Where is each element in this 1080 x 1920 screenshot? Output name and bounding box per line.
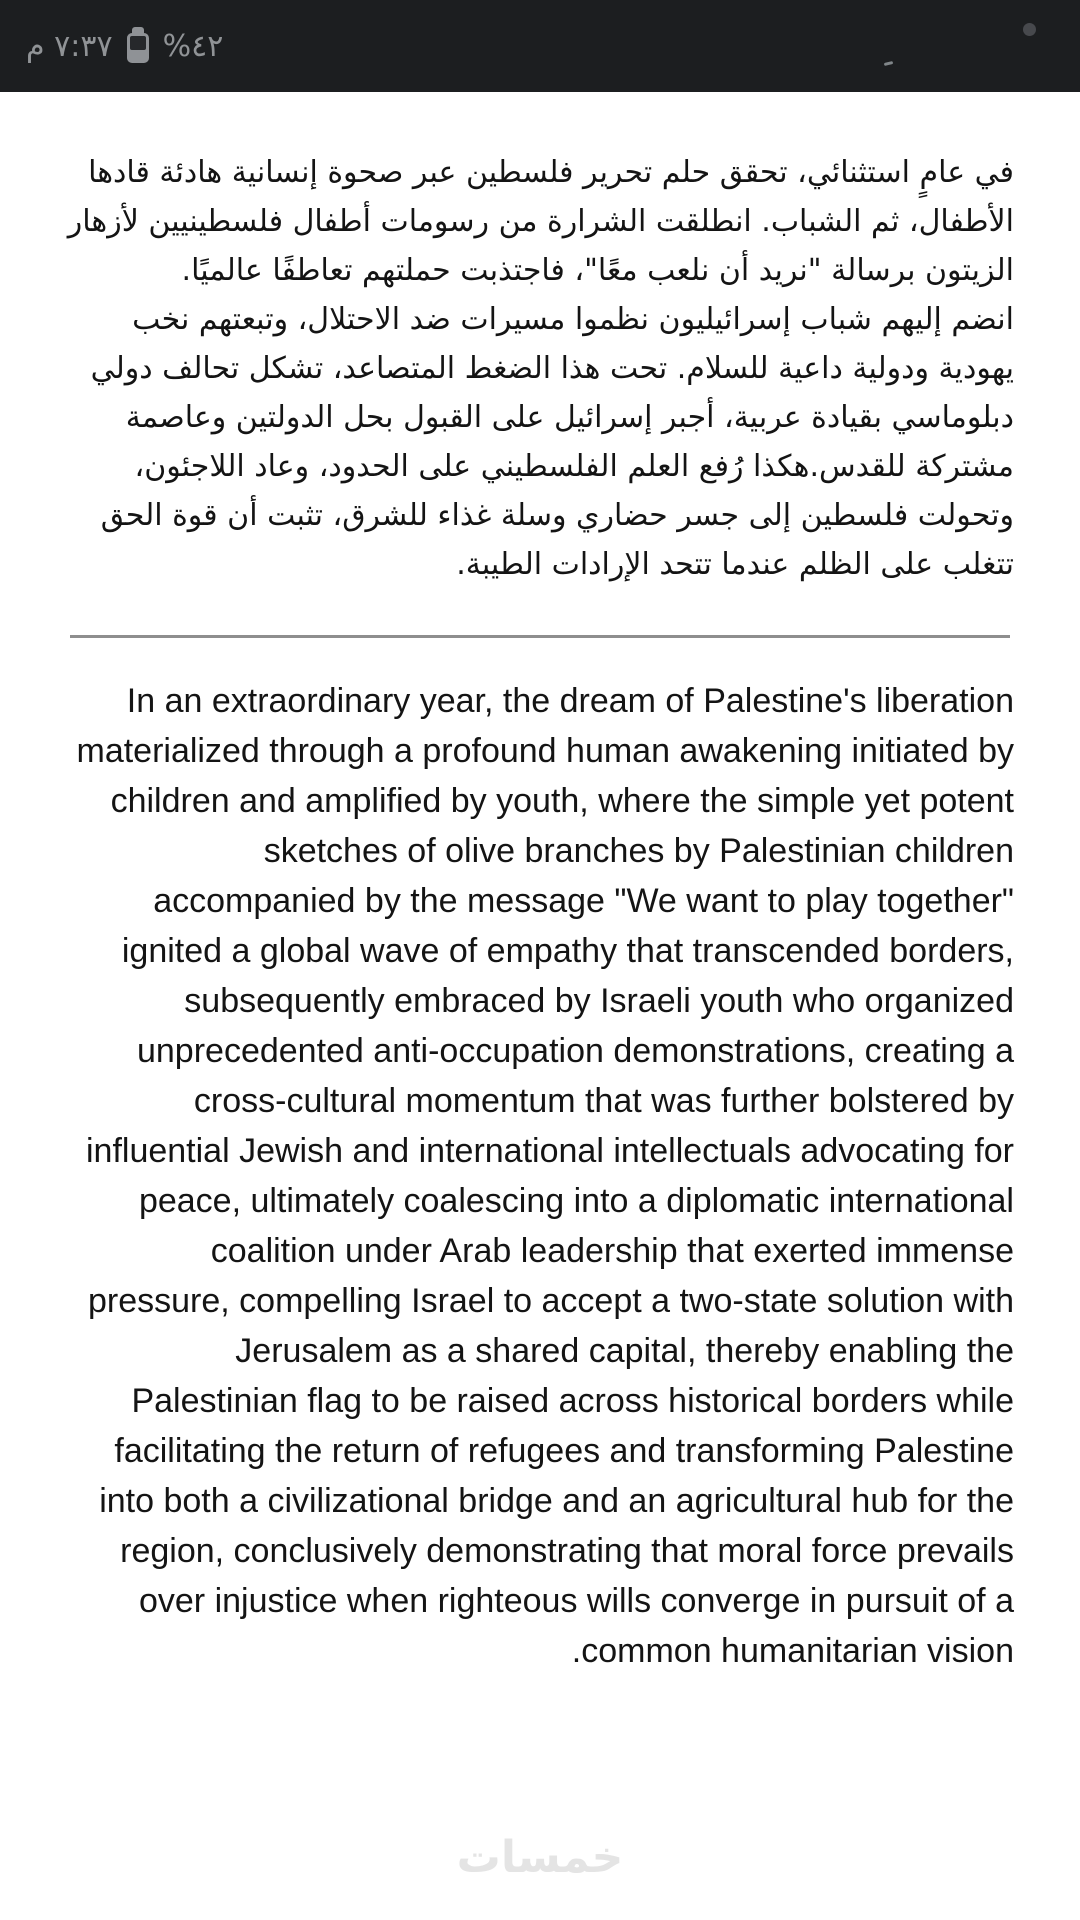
battery-icon: [127, 33, 149, 63]
camera-punch-hole: [1023, 23, 1036, 36]
section-divider: [70, 635, 1010, 638]
screen-artifact: [884, 61, 893, 66]
arabic-paragraph: انضم إليهم شباب إسرائيليون نظموا مسيرات ضد الاحتلال، وتبعتهم نخب يهودية ودولية داعية للسلام. تحت هذا الضغط المتصاعد، تشكل تحالف دولي دبلوماسي بقيادة عربية، أجبر إسرائيل على القبول بحل الدولتين وعاصمة مشتركة للقدس.هكذا رُفع العلم الفلسطيني على الحدود، وعاد اللاجئون، وتحولت فلسطين إلى جسر حضاري وسلة غذاء للشرق، تثبت أن قوة الحق تتغلب على الظلم عندما تتحد الإرادات الطيبة.: [90, 302, 1014, 582]
english-paragraph: In an extraordinary year, the dream of Palestine's liberation materialized through a profound human awakening initiated by children and amplified by youth, where the simple yet potent sketches of olive branches by Palestinian children accompanied by the message "We want to play together" ignited a global wave of empathy that transcended borders, subsequently embraced by Israeli youth who organized unprecedented anti-occupation demonstrations, creating a cross-cultural momentum that was further bolstered by influential Jewish and international intellectuals advocating for peace, ultimately coalescing into a diplomatic international coalition under Arab leadership that exerted immense pressure, compelling Israel to accept a two-state solution with Jerusalem as a shared capital, thereby enabling the Palestinian flag to be raised across historical borders while facilitating the return of refugees and transforming Palestine into both a civilizational bridge and an agricultural hub for the region, conclusively demonstrating that moral force prevails over injustice when righteous wills converge in pursuit of a common humanitarian vision.: [76, 682, 1014, 1670]
battery-percent: ٤٢%: [162, 28, 224, 64]
khamsat-watermark: خمسات: [456, 1832, 624, 1883]
arabic-paragraph: في عامٍ استثنائي، تحقق حلم تحرير فلسطين عبر صحوة إنسانية هادئة قادها الأطفال، ثم الشباب. انطلقت الشرارة من رسومات أطفال فلسطينيين لأزهار الزيتون برسالة "نريد أن نلعب معًا"، فاجتذبت حملتهم تعاطفًا عالميًا.: [67, 155, 1014, 288]
clock-time: ٧:٣٧ م: [26, 28, 113, 64]
status-bar: [0, 0, 1080, 92]
english-text-block: [66, 676, 1014, 1676]
article-content[interactable]: [0, 148, 1080, 1676]
arabic-text-block: [66, 148, 1014, 589]
